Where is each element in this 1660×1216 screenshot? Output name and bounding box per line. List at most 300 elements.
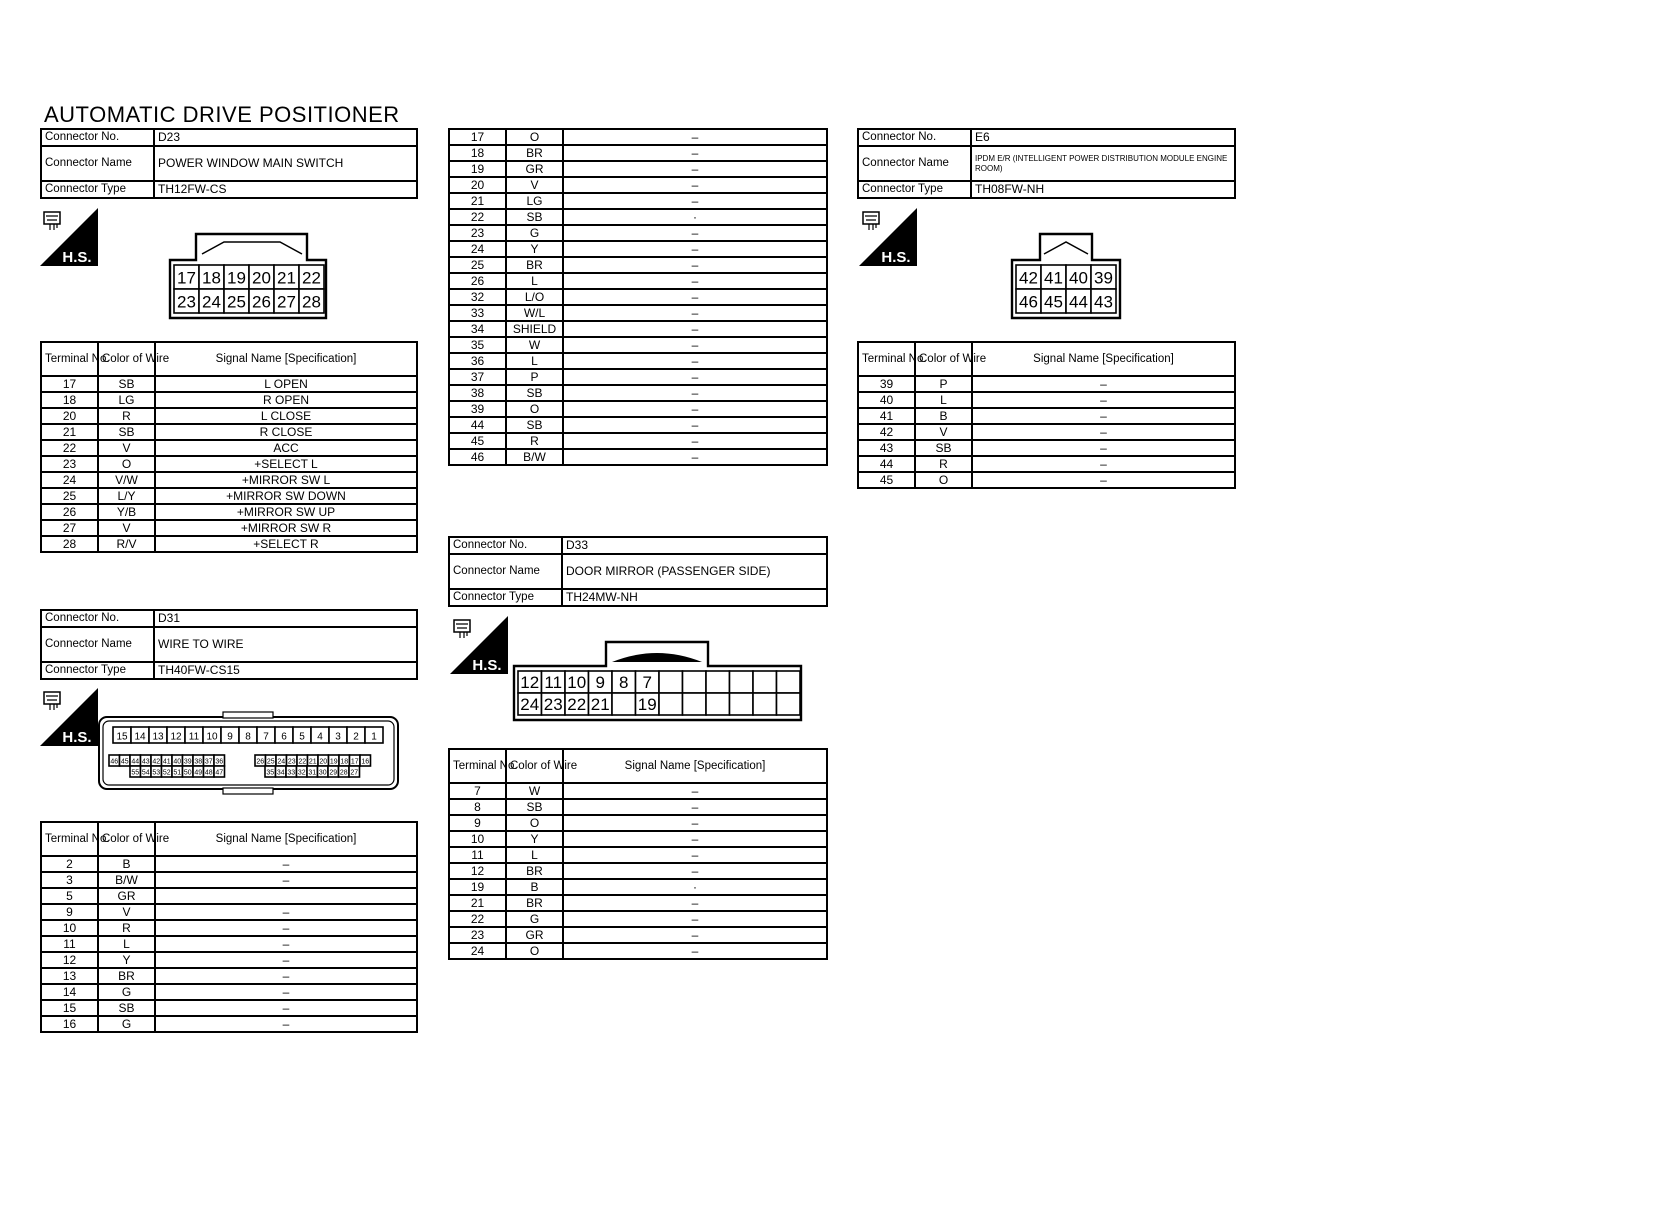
wire-color-cell: SHIELD	[506, 321, 563, 337]
terminal-no-cell: 19	[449, 161, 506, 177]
terminal-row	[449, 815, 827, 831]
terminal-row	[449, 225, 827, 241]
signal-name-cell: –	[972, 440, 1235, 456]
pin-cell	[683, 671, 707, 693]
pin-number: 47	[215, 769, 224, 777]
terminal-row	[41, 424, 417, 440]
terminal-table-d33	[448, 748, 828, 960]
pin-number: 23	[177, 292, 196, 312]
signal-name-cell: –	[155, 904, 417, 920]
pin-cell	[753, 693, 777, 715]
signal-name-cell	[155, 888, 417, 904]
hs-label: H.S.	[62, 729, 92, 746]
pin-number: 18	[202, 268, 221, 288]
wire-color-cell: SB	[506, 799, 563, 815]
signal-name-cell: –	[563, 783, 827, 799]
terminal-table-d31	[40, 821, 418, 1033]
connector-no-value: D33	[562, 537, 827, 554]
signal-name-cell: –	[563, 161, 827, 177]
signal-name-cell: –	[563, 895, 827, 911]
signal-name-cell: –	[563, 385, 827, 401]
terminal-no-header: Terminal No.	[449, 749, 506, 783]
signal-name-cell: +SELECT L	[155, 456, 417, 472]
terminal-no-header: Terminal No.	[41, 822, 98, 856]
wire-color-cell: Y	[506, 831, 563, 847]
pin-number: 19	[637, 695, 657, 715]
terminal-no-cell: 23	[449, 927, 506, 943]
connector-info-d23	[40, 128, 418, 199]
pin-number: 32	[297, 769, 306, 777]
pin-number: 9	[227, 731, 233, 743]
terminal-no-header: Terminal No.	[41, 342, 98, 376]
wire-color-cell: SB	[98, 1000, 155, 1016]
terminal-row	[41, 520, 417, 536]
pin-number: 43	[141, 758, 150, 766]
wire-color-cell: R	[98, 920, 155, 936]
signal-name-cell: ·	[563, 879, 827, 895]
signal-name-cell: –	[563, 401, 827, 417]
pin-number: 34	[276, 769, 285, 777]
terminal-no-cell: 37	[449, 369, 506, 385]
signal-name-cell: –	[563, 847, 827, 863]
wire-color-cell: G	[506, 225, 563, 241]
connector-no-value: D31	[154, 610, 417, 627]
pin-number: 11	[188, 731, 200, 743]
wire-color-cell: BR	[98, 968, 155, 984]
signal-name-cell: +SELECT R	[155, 536, 417, 552]
signal-name-cell: L OPEN	[155, 376, 417, 392]
pin-cell	[777, 671, 801, 693]
terminal-row	[449, 193, 827, 209]
terminal-row	[449, 799, 827, 815]
terminal-no-cell: 10	[41, 920, 98, 936]
terminal-no-cell: 13	[41, 968, 98, 984]
terminal-row	[858, 456, 1235, 472]
connector-type-label: Connector Type	[41, 662, 154, 679]
wire-color-cell: R/V	[98, 536, 155, 552]
wire-color-cell: L	[506, 353, 563, 369]
terminal-no-cell: 25	[41, 488, 98, 504]
terminal-no-cell: 23	[41, 456, 98, 472]
terminal-row	[41, 504, 417, 520]
wire-color-cell: BR	[506, 145, 563, 161]
pin-cell	[659, 693, 683, 715]
pin-number: 28	[339, 769, 348, 777]
terminal-no-cell: 18	[449, 145, 506, 161]
signal-name-cell: +MIRROR SW UP	[155, 504, 417, 520]
signal-name-cell: R OPEN	[155, 392, 417, 408]
pin-number: 22	[567, 695, 587, 715]
signal-name-cell: –	[972, 456, 1235, 472]
signal-name-cell: –	[155, 952, 417, 968]
terminal-no-cell: 7	[449, 783, 506, 799]
pin-number: 2	[353, 731, 359, 743]
signal-header: Signal Name [Specification]	[972, 342, 1235, 376]
connector-diagram-e6	[1010, 232, 1125, 322]
terminal-row	[449, 129, 827, 145]
pin-number: 22	[302, 268, 321, 288]
wire-color-cell: O	[98, 456, 155, 472]
pin-cell	[706, 693, 730, 715]
terminal-no-cell: 27	[41, 520, 98, 536]
wire-color-cell: G	[506, 911, 563, 927]
signal-name-cell: –	[563, 225, 827, 241]
wire-color-cell: V	[98, 904, 155, 920]
wire-color-cell: L/O	[506, 289, 563, 305]
wire-color-cell: LG	[98, 392, 155, 408]
pin-number: 39	[1094, 268, 1113, 288]
connector-no-label: Connector No.	[41, 610, 154, 627]
terminal-row	[449, 209, 827, 225]
connector-diagram-d23	[168, 232, 333, 322]
pin-number: 7	[642, 673, 652, 693]
pin-cell	[730, 671, 754, 693]
wire-color-cell: L	[506, 847, 563, 863]
wire-color-cell: SB	[506, 385, 563, 401]
terminal-no-cell: 20	[41, 408, 98, 424]
terminal-row	[449, 257, 827, 273]
terminal-row	[858, 376, 1235, 392]
terminal-no-cell: 21	[449, 895, 506, 911]
signal-name-cell: –	[563, 177, 827, 193]
pin-number: 26	[256, 758, 265, 766]
pin-number: 44	[131, 758, 140, 766]
terminal-row	[41, 984, 417, 1000]
wire-color-cell: L	[915, 392, 972, 408]
terminal-row	[449, 433, 827, 449]
connector-type-label: Connector Type	[449, 589, 562, 606]
connector-no-label: Connector No.	[858, 129, 971, 146]
terminal-no-cell: 45	[449, 433, 506, 449]
terminal-no-cell: 33	[449, 305, 506, 321]
pin-number: 44	[1069, 292, 1088, 312]
terminal-no-cell: 23	[449, 225, 506, 241]
wire-color-cell: V	[506, 177, 563, 193]
terminal-table-e6	[857, 341, 1236, 489]
pin-number: 1	[371, 731, 377, 743]
terminal-row	[41, 904, 417, 920]
connector-no-value: D23	[154, 129, 417, 146]
terminal-no-cell: 25	[449, 257, 506, 273]
signal-name-cell: –	[155, 1016, 417, 1032]
terminal-row	[449, 417, 827, 433]
connector-type-value: TH24MW-NH	[562, 589, 827, 606]
connector-type-value: TH40FW-CS15	[154, 662, 417, 679]
wire-color-cell: L/Y	[98, 488, 155, 504]
wire-color-cell: B/W	[506, 449, 563, 465]
connector-name-label: Connector Name	[41, 627, 154, 662]
wire-color-cell: B	[915, 408, 972, 424]
wire-color-cell: R	[506, 433, 563, 449]
signal-name-cell: –	[563, 241, 827, 257]
color-header: Color of Wire	[915, 342, 972, 376]
terminal-row	[449, 385, 827, 401]
pin-number: 54	[141, 769, 150, 777]
pin-cell	[730, 693, 754, 715]
terminal-no-cell: 22	[449, 911, 506, 927]
terminal-row	[449, 831, 827, 847]
signal-name-cell: –	[563, 305, 827, 321]
terminal-row	[41, 952, 417, 968]
terminal-row	[858, 392, 1235, 408]
terminal-no-cell: 44	[449, 417, 506, 433]
pin-number: 20	[252, 268, 271, 288]
signal-name-cell: –	[155, 920, 417, 936]
connector-info-d33	[448, 536, 828, 607]
terminal-row	[858, 440, 1235, 456]
terminal-no-cell: 36	[449, 353, 506, 369]
pin-number: 46	[110, 758, 119, 766]
wire-color-cell: GR	[506, 161, 563, 177]
signal-name-cell: –	[972, 424, 1235, 440]
wire-color-cell: P	[506, 369, 563, 385]
pin-number: 35	[266, 769, 275, 777]
terminal-no-cell: 46	[449, 449, 506, 465]
terminal-row	[449, 289, 827, 305]
terminal-no-cell: 40	[858, 392, 915, 408]
pin-number: 20	[319, 758, 328, 766]
pin-cell	[777, 693, 801, 715]
terminal-no-cell: 42	[858, 424, 915, 440]
signal-name-cell: –	[972, 376, 1235, 392]
pin-cell	[612, 693, 636, 715]
terminal-row	[449, 305, 827, 321]
signal-name-cell: +MIRROR SW L	[155, 472, 417, 488]
terminal-no-cell: 15	[41, 1000, 98, 1016]
pin-number: 22	[298, 758, 307, 766]
pin-number: 45	[120, 758, 129, 766]
pin-number: 19	[227, 268, 246, 288]
signal-name-cell: –	[155, 968, 417, 984]
terminal-row	[41, 872, 417, 888]
terminal-row	[41, 968, 417, 984]
pin-number: 51	[173, 769, 182, 777]
terminal-row	[449, 401, 827, 417]
terminal-no-cell: 3	[41, 872, 98, 888]
signal-name-cell: –	[563, 337, 827, 353]
pin-number: 13	[152, 731, 164, 743]
pin-number: 26	[252, 292, 271, 312]
pin-number: 29	[329, 769, 338, 777]
hs-label: H.S.	[881, 249, 911, 266]
wire-color-cell: V	[915, 424, 972, 440]
pin-number: 8	[619, 673, 629, 693]
terminal-no-cell: 9	[449, 815, 506, 831]
pin-number: 41	[1044, 268, 1063, 288]
pin-number: 9	[595, 673, 605, 693]
terminal-no-cell: 11	[41, 936, 98, 952]
terminal-no-cell: 21	[449, 193, 506, 209]
harness-side-icon	[40, 688, 98, 746]
connector-name-value: DOOR MIRROR (PASSENGER SIDE)	[562, 554, 827, 589]
pin-number: 27	[350, 769, 359, 777]
connector-type-label: Connector Type	[41, 181, 154, 198]
pin-number: 53	[152, 769, 161, 777]
connector-info-d31	[40, 609, 418, 680]
terminal-no-cell: 17	[41, 376, 98, 392]
wire-color-cell: G	[98, 1016, 155, 1032]
wire-color-cell: G	[98, 984, 155, 1000]
signal-header: Signal Name [Specification]	[155, 342, 417, 376]
terminal-no-cell: 12	[449, 863, 506, 879]
terminal-no-cell: 43	[858, 440, 915, 456]
pin-cell	[706, 671, 730, 693]
pin-number: 30	[318, 769, 327, 777]
connector-name-label: Connector Name	[858, 146, 971, 181]
terminal-row	[449, 911, 827, 927]
connector-name-label: Connector Name	[449, 554, 562, 589]
wire-color-cell: W	[506, 783, 563, 799]
terminal-row	[449, 273, 827, 289]
connector-name-value: IPDM E/R (INTELLIGENT POWER DISTRIBUTION MODULE ENGINE ROOM)	[971, 146, 1235, 181]
wire-color-cell: O	[506, 943, 563, 959]
wire-color-cell: O	[915, 472, 972, 488]
terminal-row	[449, 895, 827, 911]
pin-number: 15	[116, 731, 128, 743]
pin-number: 21	[308, 758, 317, 766]
wire-color-cell: Y	[98, 952, 155, 968]
wire-color-cell: SB	[915, 440, 972, 456]
wire-color-cell: Y	[506, 241, 563, 257]
terminal-row	[858, 424, 1235, 440]
pin-number: 23	[287, 758, 296, 766]
terminal-no-cell: 35	[449, 337, 506, 353]
terminal-row	[41, 856, 417, 872]
signal-name-cell: +MIRROR SW R	[155, 520, 417, 536]
terminal-no-cell: 24	[41, 472, 98, 488]
wire-color-cell: B	[98, 856, 155, 872]
terminal-no-cell: 44	[858, 456, 915, 472]
signal-name-cell: –	[563, 433, 827, 449]
terminal-row	[41, 888, 417, 904]
terminal-row	[449, 449, 827, 465]
pin-number: 25	[227, 292, 246, 312]
terminal-no-header: Terminal No.	[858, 342, 915, 376]
pin-number: 38	[194, 758, 203, 766]
pin-number: 24	[277, 758, 286, 766]
pin-number: 16	[361, 758, 370, 766]
pin-number: 42	[1019, 268, 1038, 288]
terminal-row	[449, 943, 827, 959]
wire-color-cell: BR	[506, 257, 563, 273]
wire-color-cell: V/W	[98, 472, 155, 488]
signal-header: Signal Name [Specification]	[155, 822, 417, 856]
pin-number: 52	[162, 769, 171, 777]
pin-number: 42	[152, 758, 161, 766]
wire-color-cell: GR	[98, 888, 155, 904]
terminal-row	[858, 472, 1235, 488]
terminal-no-cell: 28	[41, 536, 98, 552]
terminal-no-cell: 24	[449, 241, 506, 257]
color-header: Color of Wire	[98, 822, 155, 856]
connector-type-value: TH12FW-CS	[154, 181, 417, 198]
signal-name-cell: –	[155, 872, 417, 888]
pin-number: 10	[567, 673, 587, 693]
pin-number: 8	[245, 731, 251, 743]
hs-label: H.S.	[472, 657, 502, 674]
pin-number: 27	[277, 292, 296, 312]
terminal-row	[41, 536, 417, 552]
pin-number: 25	[266, 758, 275, 766]
pin-number: 43	[1094, 292, 1113, 312]
wire-color-cell: Y/B	[98, 504, 155, 520]
connector-diagram-d33	[512, 640, 807, 724]
terminal-no-cell: 45	[858, 472, 915, 488]
terminal-row	[449, 241, 827, 257]
pin-cell	[753, 671, 777, 693]
signal-header: Signal Name [Specification]	[563, 749, 827, 783]
terminal-row	[41, 488, 417, 504]
terminal-row	[449, 337, 827, 353]
wire-color-cell: O	[506, 129, 563, 145]
signal-name-cell: –	[563, 321, 827, 337]
signal-name-cell: –	[563, 129, 827, 145]
pin-number: 31	[308, 769, 317, 777]
terminal-no-cell: 16	[41, 1016, 98, 1032]
signal-name-cell: –	[563, 911, 827, 927]
signal-name-cell: R CLOSE	[155, 424, 417, 440]
terminal-row	[41, 440, 417, 456]
pin-number: 50	[183, 769, 192, 777]
pin-number: 4	[317, 731, 323, 743]
wire-color-cell: GR	[506, 927, 563, 943]
signal-name-cell: –	[563, 145, 827, 161]
terminal-row	[449, 321, 827, 337]
wire-color-cell: V	[98, 520, 155, 536]
pin-number: 6	[281, 731, 287, 743]
wire-color-cell: O	[506, 401, 563, 417]
pin-number: 12	[170, 731, 182, 743]
terminal-no-cell: 2	[41, 856, 98, 872]
wire-color-cell: P	[915, 376, 972, 392]
signal-name-cell: –	[563, 417, 827, 433]
wire-color-cell: SB	[98, 376, 155, 392]
pin-number: 28	[302, 292, 321, 312]
wire-color-cell: BR	[506, 863, 563, 879]
terminal-row	[449, 353, 827, 369]
pin-number: 12	[520, 673, 540, 693]
signal-name-cell: –	[155, 856, 417, 872]
wire-color-cell: B/W	[98, 872, 155, 888]
signal-name-cell: –	[972, 408, 1235, 424]
signal-name-cell: –	[972, 472, 1235, 488]
wire-color-cell: L	[98, 936, 155, 952]
terminal-no-cell: 14	[41, 984, 98, 1000]
terminal-row	[41, 1000, 417, 1016]
signal-name-cell: –	[563, 815, 827, 831]
signal-name-cell: ·	[563, 209, 827, 225]
terminal-row	[449, 161, 827, 177]
signal-name-cell: –	[155, 984, 417, 1000]
terminal-row	[858, 408, 1235, 424]
wire-color-cell: L	[506, 273, 563, 289]
wire-color-cell: SB	[506, 417, 563, 433]
color-header: Color of Wire	[98, 342, 155, 376]
connector-name-label: Connector Name	[41, 146, 154, 181]
wire-color-cell: B	[506, 879, 563, 895]
connector-type-value: TH08FW-NH	[971, 181, 1235, 198]
terminal-row	[449, 145, 827, 161]
wire-color-cell: BR	[506, 895, 563, 911]
pin-number: 11	[544, 673, 563, 693]
signal-name-cell: –	[563, 193, 827, 209]
harness-side-icon	[40, 208, 98, 266]
pin-number: 17	[177, 268, 196, 288]
terminal-no-cell: 39	[858, 376, 915, 392]
terminal-no-cell: 5	[41, 888, 98, 904]
terminal-no-cell: 22	[41, 440, 98, 456]
terminal-row	[41, 456, 417, 472]
